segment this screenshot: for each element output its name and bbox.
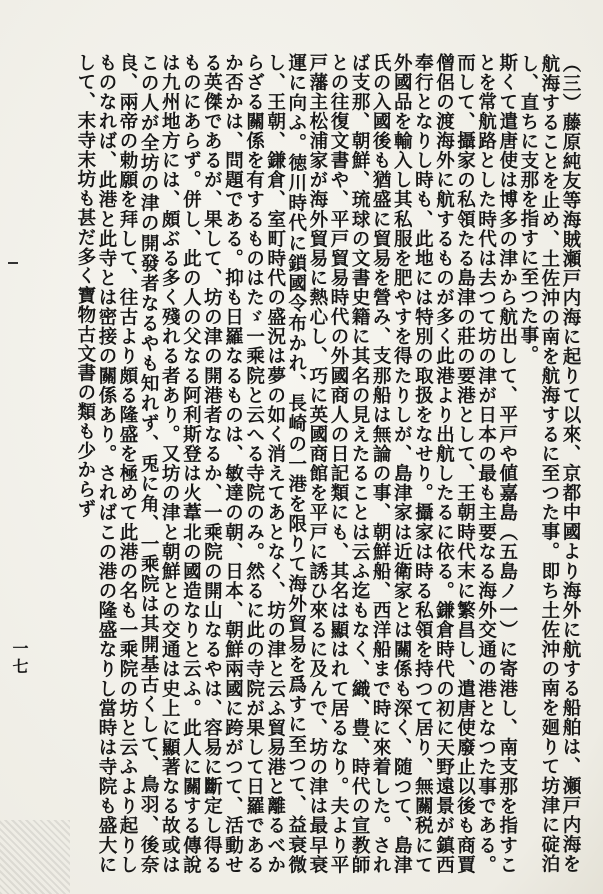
margin-mark: [8, 262, 18, 264]
section-heading: （三）藤原純友等海賊瀬戸内海に起りて以來、京都中國より海外に航する船舶は、瀬戸内海を航海することを止め、土佐沖の南を航海するに至つた事。即ち土佐沖の南を廻りて坊津に碇泊し、直ちに支那を指すに至つた事。: [517, 54, 581, 874]
scan-noise: [0, 820, 70, 894]
page-number: 一七: [10, 640, 29, 676]
body-paragraph: 斯くて遣唐使は博多の津から航出して、平戸や値嘉島（五島ノ一）に寄港し、南支那を指すことを常航路とした時代は去つて坊の津が日本の最も主要なる海外交通の港となつた事である。而して、攝家の私領たる島津の莊の要港として、王朝時代末に繁昌し、遣唐使廢止以後も商賈僧侶の渡海外に航するものが多く此港より出航したるに依る。鎌倉時代の初に天野遠景が鎮西奉行となりし時も、此地には特別の取扱をなせり。攝家は時る私領を持つて居り、無關税にて外國品を輸入し其私服を肥やすを得たりしが、島津家は近衛家とは關係も深く、随つて、島津氏の入國後も猶盛に貿易を營み、支那船は無論の事、朝鮮船、西洋船まで時に來着した。されば支那、朝鮮、琉球の文書史籍に其名の見えたることは云ふ迄もなく、織、豊、時代の宣教師との往復文書や、平戸貿易時代の外國商人の日記類にも、其名は顯はれて居るなり。夫より平戸藩主松浦家が海外貿易に熱心し、巧に英國商館を平戸に誘ひ來るに及んで、坊の津は最早衰運に向ふ。徳川時代に鎖國令布かれ、長崎の一港を限りて海外貿易を爲すに至つて、益衰微し、王朝、鎌倉、室町時代の盛況は夢の如く消えてあとなく、坊の津と云ふ貿易港と離るべからざる關係を有するものはたゞ一乘院と云へる寺院のみ。然るに此の寺院が果して日羅であるか否かは、問題である。抑も日羅なるものは、敏達の朝、日本、朝鮮兩國に跨がつて、活動せる英傑であるが、果して、坊の津の開港者なるか、一乘院の開山なるやは、容易に斷定し得るものにあらず。併し、此の人の父なる阿利斯登は火葦北の國造なりと云ふ。此人に關する傳說は九州地方には、頗ぶる多く殘れる者あり。又坊の津と朝鮮との交通は史上に顯著なる故或はこの人が全坊の津の開發者なるやも知れず、兎に角、一乘院は其開基古くして、鳥羽、後奈良、兩帝の勅願を拜して、往古より頗る隆盛を極めて此港の名も一乘院の坊と云ふより起りしものなれば、此港と此寺とは密接の關係あり。さればこの港の隆盛なりし當時は寺院も盛大にして、末寺末坊も甚だ多く寶物古文書の類も少からず: [74, 52, 518, 874]
vertical-text-body: [61, 34, 581, 874]
